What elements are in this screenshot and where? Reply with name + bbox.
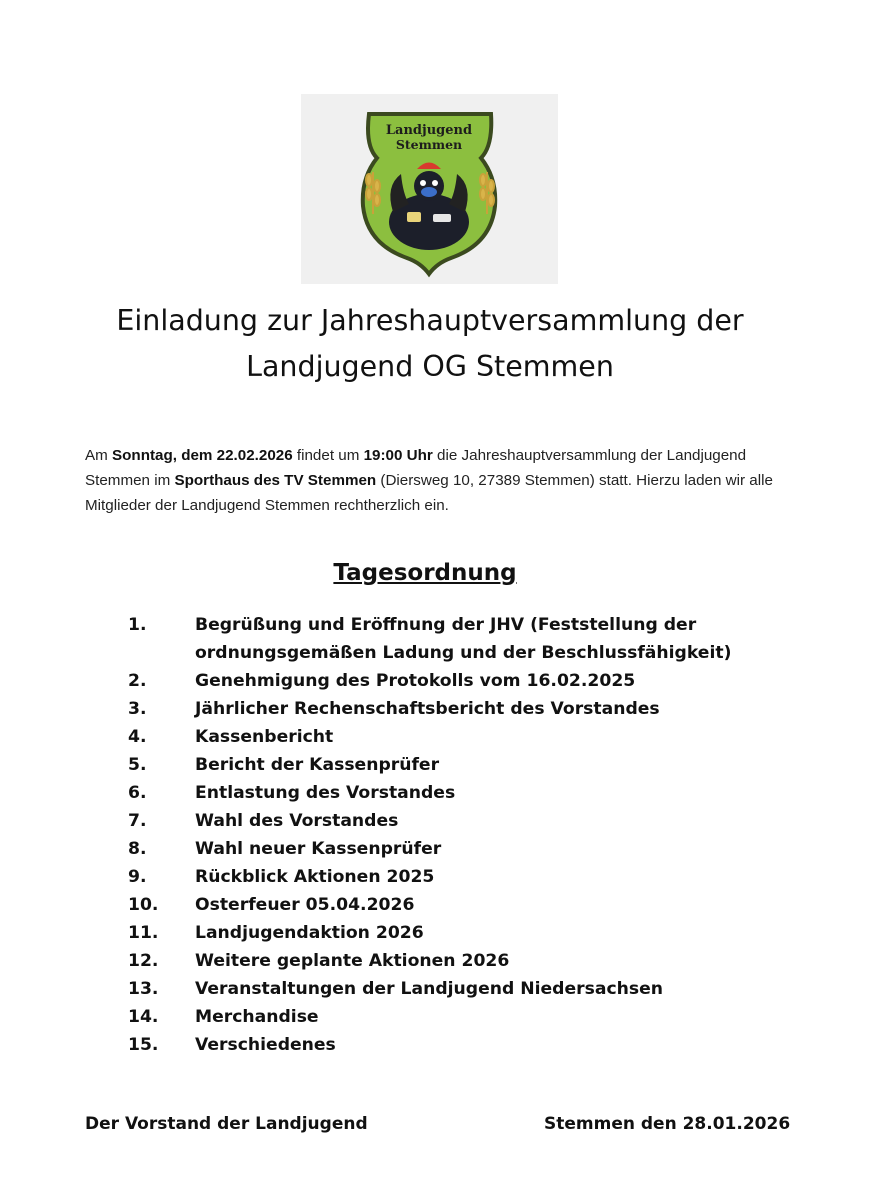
agenda-item [128, 611, 768, 667]
agenda-text: Merchandise [195, 1007, 319, 1027]
agenda-item [128, 863, 768, 891]
landjugend-shield-logo [301, 94, 558, 284]
agenda-item [128, 723, 768, 751]
agenda-text: Entlastung des Vorstandes [195, 783, 456, 803]
agenda-number: 13. [128, 979, 159, 999]
agenda-number: 1. [128, 615, 147, 635]
title-line-1: Einladung zur Jahreshauptversammlung der [116, 304, 744, 337]
intro-text: findet um [292, 447, 364, 464]
agenda-item [128, 1003, 768, 1031]
agenda-text: Begrüßung und Eröffnung der JHV (Feststellung der ordnungsgemäßen Ladung und der Beschlussfähigkeit) [195, 615, 732, 663]
agenda-text: Jährlicher Rechenschaftsbericht des Vorstandes [195, 699, 660, 719]
intro-text: Am [85, 447, 113, 464]
agenda-text: Kassenbericht [195, 727, 334, 747]
agenda-number: 5. [128, 755, 147, 775]
agenda-item [128, 947, 768, 975]
agenda-text: Verschiedenes [195, 1035, 336, 1055]
title-line-2: Landjugend OG Stemmen [246, 350, 614, 383]
agenda-list [128, 611, 768, 1059]
agenda-item [128, 975, 768, 1003]
agenda-text: Wahl des Vorstandes [195, 811, 399, 831]
agenda-item [128, 751, 768, 779]
agenda-number: 2. [128, 671, 147, 691]
agenda-number: 11. [128, 923, 159, 943]
agenda-number: 7. [128, 811, 147, 831]
agenda-item [128, 891, 768, 919]
agenda-text: Weitere geplante Aktionen 2026 [195, 951, 510, 971]
agenda-number: 3. [128, 699, 147, 719]
agenda-text: Veranstaltungen der Landjugend Niedersachsen [195, 979, 663, 999]
intro-paragraph [85, 443, 805, 518]
agenda-number: 9. [128, 867, 147, 887]
intro-text: (Diersweg 10, 27389 Stemmen) statt. Hierzu laden wir alle Mitglieder der Landjugend Stemmen rechtherzlich ein. [85, 472, 773, 514]
agenda-item [128, 667, 768, 695]
agenda-item [128, 919, 768, 947]
agenda-item [128, 695, 768, 723]
agenda-item [128, 1031, 768, 1059]
footer-signature: Der Vorstand der Landjugend [85, 1114, 368, 1134]
intro-venue: Sporthaus des TV Stemmen [174, 472, 377, 489]
intro-date: Sonntag, dem 22.02.2026 [112, 447, 293, 464]
agenda-text: Bericht der Kassenprüfer [195, 755, 440, 775]
agenda-number: 8. [128, 839, 147, 859]
agenda-number: 4. [128, 727, 147, 747]
agenda-text: Rückblick Aktionen 2025 [195, 867, 435, 887]
agenda-heading: Tagesordnung [333, 560, 517, 586]
intro-time: 19:00 Uhr [363, 447, 433, 464]
agenda-item [128, 807, 768, 835]
agenda-text: Wahl neuer Kassenprüfer [195, 839, 442, 859]
agenda-text: Landjugendaktion 2026 [195, 923, 424, 943]
document-title [60, 298, 800, 390]
logo-line2: Stemmen [395, 137, 463, 152]
agenda-item [128, 779, 768, 807]
agenda-number: 12. [128, 951, 159, 971]
intro-text: die Jahreshauptversammlung der Landjugend Stemmen im [85, 447, 747, 489]
agenda-text: Genehmigung des Protokolls vom 16.02.2025 [195, 671, 636, 691]
agenda-number: 15. [128, 1035, 159, 1055]
agenda-number: 6. [128, 783, 147, 803]
agenda-number: 14. [128, 1007, 159, 1027]
turkey-mascot-icon [389, 163, 469, 251]
footer-place-date: Stemmen den 28.01.2026 [544, 1114, 791, 1134]
logo-line1: Landjugend [385, 123, 473, 138]
agenda-item [128, 835, 768, 863]
agenda-text: Osterfeuer 05.04.2026 [195, 895, 415, 915]
agenda-number: 10. [128, 895, 159, 915]
logo [301, 94, 558, 284]
